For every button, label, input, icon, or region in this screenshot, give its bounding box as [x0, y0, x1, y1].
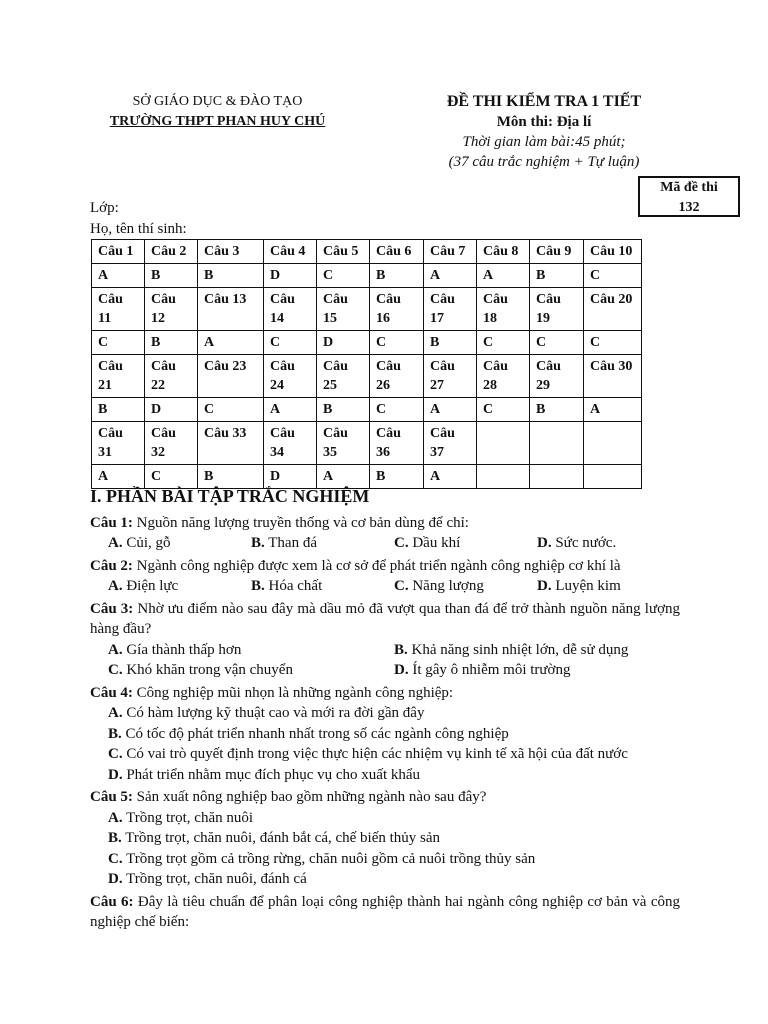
question-text: Ngành công nghiệp được xem là cơ sở để phát triển ngành công nghiệp cơ khí là	[136, 557, 621, 574]
option-text: Khả năng sinh nhiệt lớn, dễ sử dụng	[411, 641, 629, 658]
answer-row	[92, 465, 642, 489]
answer-cell: B	[145, 331, 198, 355]
multiple-choice-section	[90, 486, 680, 935]
option-letter: B.	[394, 641, 408, 658]
answer-option	[108, 576, 251, 597]
answer-option	[251, 576, 394, 597]
option-letter: D.	[394, 662, 409, 678]
options-row	[90, 640, 680, 661]
question-list	[90, 513, 680, 933]
question-text: Nhờ ưu điểm nào sau đây mà dầu mỏ đã vượt qua than đá để trở thành nguồn năng lượng hàng đầu?	[90, 600, 681, 637]
answer-cell: C	[198, 398, 264, 422]
question-stem	[90, 787, 680, 808]
option-letter: A.	[108, 809, 123, 826]
answer-cell: D	[145, 398, 198, 422]
option-text: Năng lượng	[412, 578, 484, 594]
answer-cell: A	[264, 398, 317, 422]
option-text: Củi, gỗ	[126, 535, 171, 551]
answer-cell: A	[198, 331, 264, 355]
answer-cell: C	[370, 331, 424, 355]
answer-option	[394, 660, 680, 681]
question-number-cell: Câu 35	[317, 422, 370, 465]
question-item	[90, 683, 680, 786]
question-label: Câu 5:	[90, 789, 133, 805]
answer-cell: B	[530, 398, 584, 422]
options-row	[90, 576, 680, 597]
answer-cell: C	[145, 465, 198, 489]
option-text: Trồng trọt, chăn nuôi, đánh cá	[126, 871, 307, 887]
option-text: Có vai trò quyết định trong việc thực hiện các nhiệm vụ kinh tế xã hội của đất nước	[126, 746, 628, 762]
question-number-row	[92, 240, 642, 264]
question-number-cell: Câu 24	[264, 355, 317, 398]
answer-cell: C	[477, 398, 530, 422]
option-letter: A.	[108, 578, 123, 594]
option-letter: A.	[108, 641, 123, 658]
answer-cell: A	[424, 398, 477, 422]
question-number-cell: Câu 25	[317, 355, 370, 398]
option-letter: C.	[108, 746, 123, 762]
question-number-cell: Câu 22	[145, 355, 198, 398]
answer-cell: B	[424, 331, 477, 355]
question-text: Công nghiệp mũi nhọn là những ngành công nghiệp:	[136, 684, 454, 701]
option-text: Hóa chất	[268, 578, 323, 594]
option-letter: D.	[108, 766, 123, 783]
question-number-cell: Câu 20	[584, 288, 642, 331]
option-text: Có tốc độ phát triển nhanh nhất trong số các ngành công nghiệp	[125, 725, 509, 742]
question-number-cell: Câu 37	[424, 422, 477, 465]
answer-option	[537, 533, 680, 554]
question-number-cell	[530, 422, 584, 465]
answer-option	[108, 533, 251, 554]
option-text: Khó khăn trong vận chuyển	[126, 662, 293, 678]
question-number-cell	[477, 422, 530, 465]
question-number-cell: Câu 10	[584, 240, 642, 264]
option-text: Phát triển nhằm mục đích phục vụ cho xuất khẩu	[126, 766, 421, 783]
option-text: Dầu khí	[412, 535, 461, 551]
answer-cell: A	[424, 465, 477, 489]
question-item	[90, 556, 680, 597]
question-number-cell: Câu 1	[92, 240, 145, 264]
question-number-cell: Câu 19	[530, 288, 584, 331]
question-number-cell: Câu 2	[145, 240, 198, 264]
answer-cell: A	[584, 398, 642, 422]
question-stem	[90, 599, 680, 640]
question-stem	[90, 513, 680, 534]
department-name: SỞ GIÁO DỤC & ĐÀO TẠO	[132, 94, 303, 109]
answer-cell: A	[317, 465, 370, 489]
answer-cell: D	[317, 331, 370, 355]
question-number-cell: Câu 36	[370, 422, 424, 465]
option-letter: B.	[108, 830, 122, 846]
answer-cell: A	[424, 264, 477, 288]
answer-option	[90, 765, 680, 786]
question-number-cell: Câu 11	[92, 288, 145, 331]
question-label: Câu 1:	[90, 514, 133, 531]
answer-cell: B	[370, 264, 424, 288]
answer-cell: B	[92, 398, 145, 422]
answer-cell: A	[92, 264, 145, 288]
question-number-cell: Câu 21	[92, 355, 145, 398]
answer-option	[90, 724, 680, 745]
answer-cell: C	[584, 331, 642, 355]
answer-cell: C	[584, 264, 642, 288]
answer-cell: C	[477, 331, 530, 355]
answer-option	[394, 576, 537, 597]
question-number-cell: Câu 16	[370, 288, 424, 331]
answer-cell: B	[530, 264, 584, 288]
exam-time: Thời gian làm bài:45 phút;	[462, 134, 626, 150]
exam-code-label: Mã đề thi	[660, 180, 718, 195]
answer-option	[90, 869, 680, 890]
option-letter: D.	[108, 871, 123, 887]
option-text: Trồng trọt, chăn nuôi	[126, 809, 254, 826]
exam-code-box	[638, 176, 740, 217]
answer-cell: A	[92, 465, 145, 489]
answer-key-table	[91, 239, 642, 489]
answer-cell: C	[530, 331, 584, 355]
question-number-cell: Câu 15	[317, 288, 370, 331]
answer-option	[90, 828, 680, 849]
question-item	[90, 513, 680, 554]
school-header	[95, 92, 340, 132]
class-label: Lớp:	[90, 200, 119, 216]
question-number-row	[92, 288, 642, 331]
question-number-cell: Câu 28	[477, 355, 530, 398]
answer-option	[394, 533, 537, 554]
question-number-cell: Câu 4	[264, 240, 317, 264]
answer-cell: C	[264, 331, 317, 355]
question-number-cell: Câu 5	[317, 240, 370, 264]
options-row	[90, 533, 680, 554]
question-stem	[90, 556, 680, 577]
option-text: Trồng trọt gồm cả trồng rừng, chăn nuôi gồm cả nuôi trồng thủy sản	[126, 850, 536, 867]
question-stem	[90, 892, 680, 933]
answer-row	[92, 331, 642, 355]
answer-cell: D	[264, 264, 317, 288]
option-letter: B.	[251, 578, 265, 594]
answer-cell	[584, 465, 642, 489]
option-text: Điện lực	[126, 578, 179, 594]
question-label: Câu 6:	[90, 893, 134, 910]
option-text: Ít gây ô nhiễm môi trường	[412, 662, 571, 678]
answer-row	[92, 398, 642, 422]
question-number-cell: Câu 7	[424, 240, 477, 264]
question-number-cell: Câu 34	[264, 422, 317, 465]
answer-cell: B	[198, 264, 264, 288]
answer-option	[251, 533, 394, 554]
question-label: Câu 4:	[90, 684, 133, 701]
question-number-cell: Câu 9	[530, 240, 584, 264]
answer-option	[108, 660, 394, 681]
option-letter: C.	[108, 850, 123, 867]
question-number-cell: Câu 27	[424, 355, 477, 398]
option-text: Luyện kim	[555, 578, 621, 594]
school-name: TRƯỜNG THPT PHAN HUY CHÚ	[109, 114, 326, 129]
question-number-cell: Câu 32	[145, 422, 198, 465]
option-text: Gía thành thấp hơn	[126, 641, 242, 658]
option-letter: B.	[251, 535, 265, 551]
question-number-cell: Câu 18	[477, 288, 530, 331]
answer-option	[108, 640, 394, 661]
question-label: Câu 3:	[90, 600, 134, 617]
question-number-row	[92, 422, 642, 465]
option-letter: B.	[108, 725, 122, 742]
question-number-cell	[584, 422, 642, 465]
answer-cell: A	[477, 264, 530, 288]
option-text: Sức nước.	[555, 535, 617, 551]
answer-cell: C	[92, 331, 145, 355]
answer-row	[92, 264, 642, 288]
option-letter: D.	[537, 535, 552, 551]
question-number-cell: Câu 17	[424, 288, 477, 331]
question-number-cell: Câu 30	[584, 355, 642, 398]
answer-cell	[530, 465, 584, 489]
answer-option	[90, 849, 680, 870]
question-number-cell: Câu 26	[370, 355, 424, 398]
question-item	[90, 787, 680, 890]
answer-cell: B	[198, 465, 264, 489]
student-name-label: Họ, tên thí sinh:	[90, 221, 187, 237]
question-item	[90, 892, 680, 933]
section-title: I. PHẦN BÀI TẬP TRẮC NGHIỆM	[90, 486, 370, 506]
question-number-cell: Câu 3	[198, 240, 264, 264]
question-number-cell: Câu 14	[264, 288, 317, 331]
question-number-row	[92, 355, 642, 398]
question-number-cell: Câu 12	[145, 288, 198, 331]
exam-title: ĐỀ THI KIỂM TRA 1 TIẾT	[446, 93, 642, 110]
answer-cell: B	[370, 465, 424, 489]
question-number-cell: Câu 29	[530, 355, 584, 398]
option-text: Trồng trọt, chăn nuôi, đánh bắt cá, chế biến thủy sản	[125, 830, 441, 846]
answer-option	[537, 576, 680, 597]
exam-code-value: 132	[678, 200, 700, 215]
question-text: Nguồn năng lượng truyền thống và cơ bản dùng để chỉ:	[136, 514, 469, 531]
question-number-cell: Câu 31	[92, 422, 145, 465]
question-number-cell: Câu 33	[198, 422, 264, 465]
question-number-cell: Câu 8	[477, 240, 530, 264]
question-number-cell: Câu 23	[198, 355, 264, 398]
answer-option	[90, 744, 680, 765]
student-info	[90, 198, 187, 240]
answer-option	[90, 808, 680, 829]
option-text: Than đá	[268, 535, 317, 551]
answer-cell	[477, 465, 530, 489]
answer-cell: C	[370, 398, 424, 422]
options-row	[90, 660, 680, 681]
question-item	[90, 599, 680, 681]
question-stem	[90, 683, 680, 704]
answer-cell: D	[264, 465, 317, 489]
question-label: Câu 2:	[90, 557, 133, 574]
answer-option	[394, 640, 680, 661]
exam-format: (37 câu trắc nghiệm + Tự luận)	[448, 154, 640, 170]
answer-cell: B	[145, 264, 198, 288]
option-letter: C.	[108, 662, 123, 678]
question-number-cell: Câu 13	[198, 288, 264, 331]
option-text: Có hàm lượng kỹ thuật cao và mới ra đời gần đây	[126, 705, 425, 721]
option-letter: C.	[394, 535, 409, 551]
option-letter: D.	[537, 578, 552, 594]
question-text: Sản xuất nông nghiệp bao gồm những ngành nào sau đây?	[136, 789, 487, 805]
answer-option	[90, 703, 680, 724]
exam-subject: Môn thi: Địa lí	[496, 114, 592, 130]
option-letter: A.	[108, 535, 123, 551]
option-letter: C.	[394, 578, 409, 594]
answer-cell: C	[317, 264, 370, 288]
option-letter: A.	[108, 705, 123, 721]
question-text: Đây là tiêu chuẩn để phân loại công nghiệp thành hai ngành công nghiệp cơ bản và công nghiệp chế biến:	[90, 893, 680, 930]
exam-header	[420, 92, 668, 172]
answer-cell: B	[317, 398, 370, 422]
question-number-cell: Câu 6	[370, 240, 424, 264]
